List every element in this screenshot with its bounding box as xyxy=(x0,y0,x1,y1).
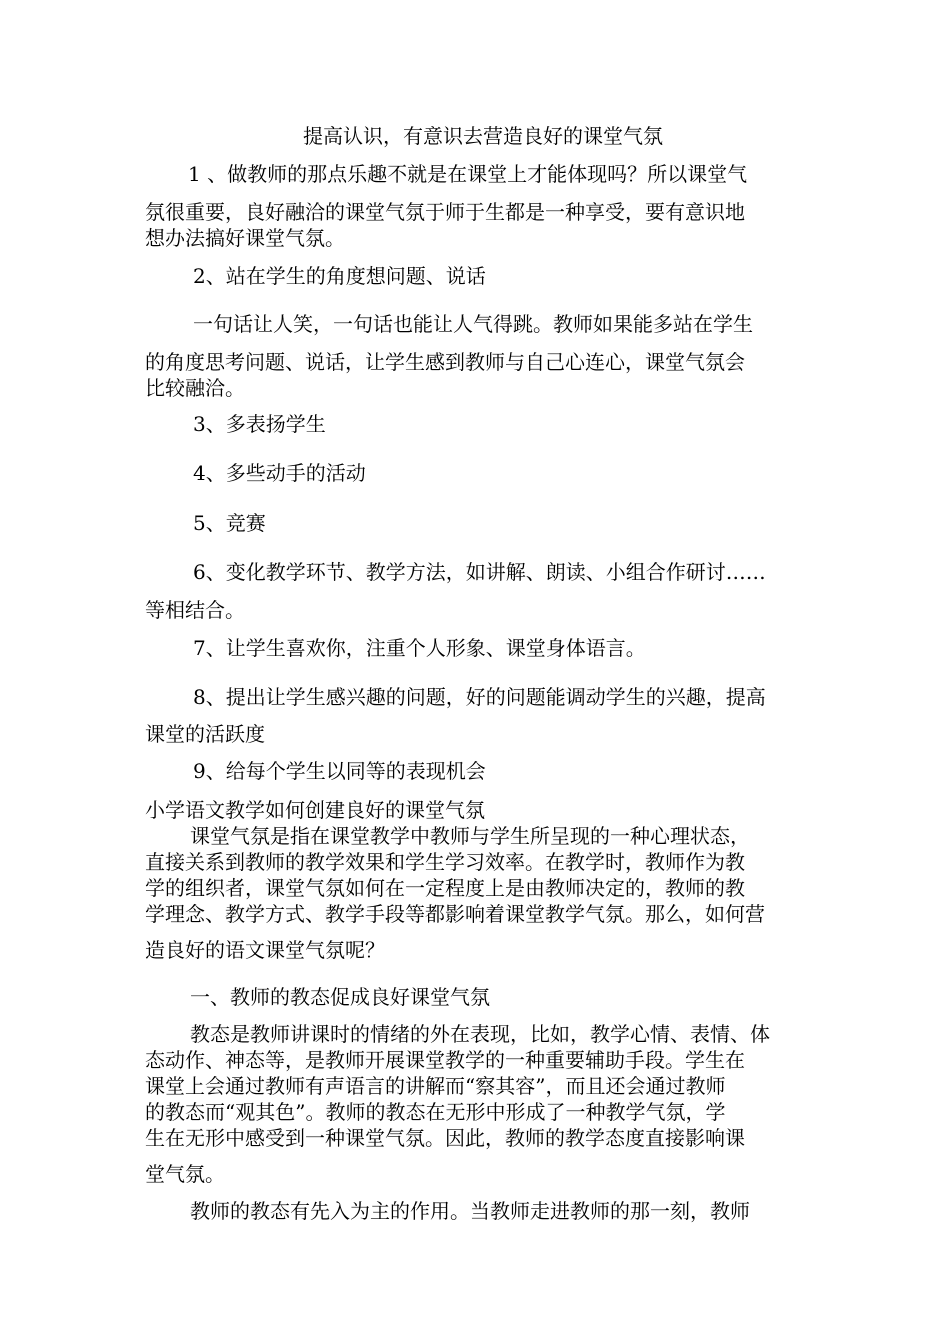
section-heading: 8、提出让学生感兴趣的问题，好的问题能调动学生的兴趣，提高 xyxy=(193,685,766,709)
article-title: 小学语文教学如何创建良好的课堂气氛 xyxy=(145,798,485,822)
paragraph-line: 课堂气氛是指在课堂教学中教师与学生所呈现的一种心理状态， xyxy=(190,824,750,848)
section-heading: 7、让学生喜欢你，注重个人形象、课堂身体语言。 xyxy=(193,636,646,660)
section-heading: 3、多表扬学生 xyxy=(193,412,326,436)
paragraph-line: 课堂的活跃度 xyxy=(145,722,265,746)
paragraph-line: 1 、做教师的那点乐趣不就是在课堂上才能体现吗？所以课堂气 xyxy=(188,162,748,186)
section-heading: 9、给每个学生以同等的表现机会 xyxy=(193,759,486,783)
section-heading: 2、站在学生的角度想问题、说话 xyxy=(193,264,486,288)
paragraph-line: 课堂上会通过教师有声语言的讲解而“察其容”，而且还会通过教师 xyxy=(145,1074,726,1098)
paragraph-line: 生在无形中感受到一种课堂气氛。因此，教师的教学态度直接影响课 xyxy=(145,1126,745,1150)
paragraph-line: 氛很重要，良好融洽的课堂气氛于师于生都是一种享受，要有意识地 xyxy=(145,200,745,224)
page-title: 提高认识，有意识去营造良好的课堂气氛 xyxy=(303,124,663,148)
paragraph-line: 学理念、教学方式、教学手段等都影响着课堂教学气氛。那么，如何营 xyxy=(145,902,765,926)
section-heading: 一、教师的教态促成良好课堂气氛 xyxy=(190,985,490,1009)
paragraph-line: 想办法搞好课堂气氛。 xyxy=(145,226,345,250)
paragraph-line: 一句话让人笑，一句话也能让人气得跳。教师如果能多站在学生 xyxy=(193,312,753,336)
section-heading: 4、多些动手的活动 xyxy=(193,461,366,485)
paragraph-line: 教态是教师讲课时的情绪的外在表现，比如，教学心情、表情、体 xyxy=(190,1022,770,1046)
paragraph-line: 教师的教态有先入为主的作用。当教师走进教师的那一刻，教师 xyxy=(190,1199,750,1223)
paragraph-line: 态动作、神态等，是教师开展课堂教学的一种重要辅助手段。学生在 xyxy=(145,1048,745,1072)
paragraph-line: 等相结合。 xyxy=(145,598,245,622)
paragraph-line: 堂气氛。 xyxy=(145,1162,225,1186)
paragraph-line: 的教态而“观其色”。教师的教态在无形中形成了一种教学气氛，学 xyxy=(145,1100,726,1124)
section-heading: 5、竞赛 xyxy=(193,511,266,535)
section-heading: 6、变化教学环节、教学方法，如讲解、朗读、小组合作研讨…… xyxy=(193,560,766,584)
paragraph-line: 的角度思考问题、说话，让学生感到教师与自己心连心，课堂气氛会 xyxy=(145,350,745,374)
paragraph-line: 比较融洽。 xyxy=(145,376,245,400)
paragraph-line: 学的组织者，课堂气氛如何在一定程度上是由教师决定的，教师的教 xyxy=(145,876,745,900)
paragraph-line: 造良好的语文课堂气氛呢？ xyxy=(145,938,385,962)
paragraph-line: 直接关系到教师的教学效果和学生学习效率。在教学时，教师作为教 xyxy=(145,850,745,874)
